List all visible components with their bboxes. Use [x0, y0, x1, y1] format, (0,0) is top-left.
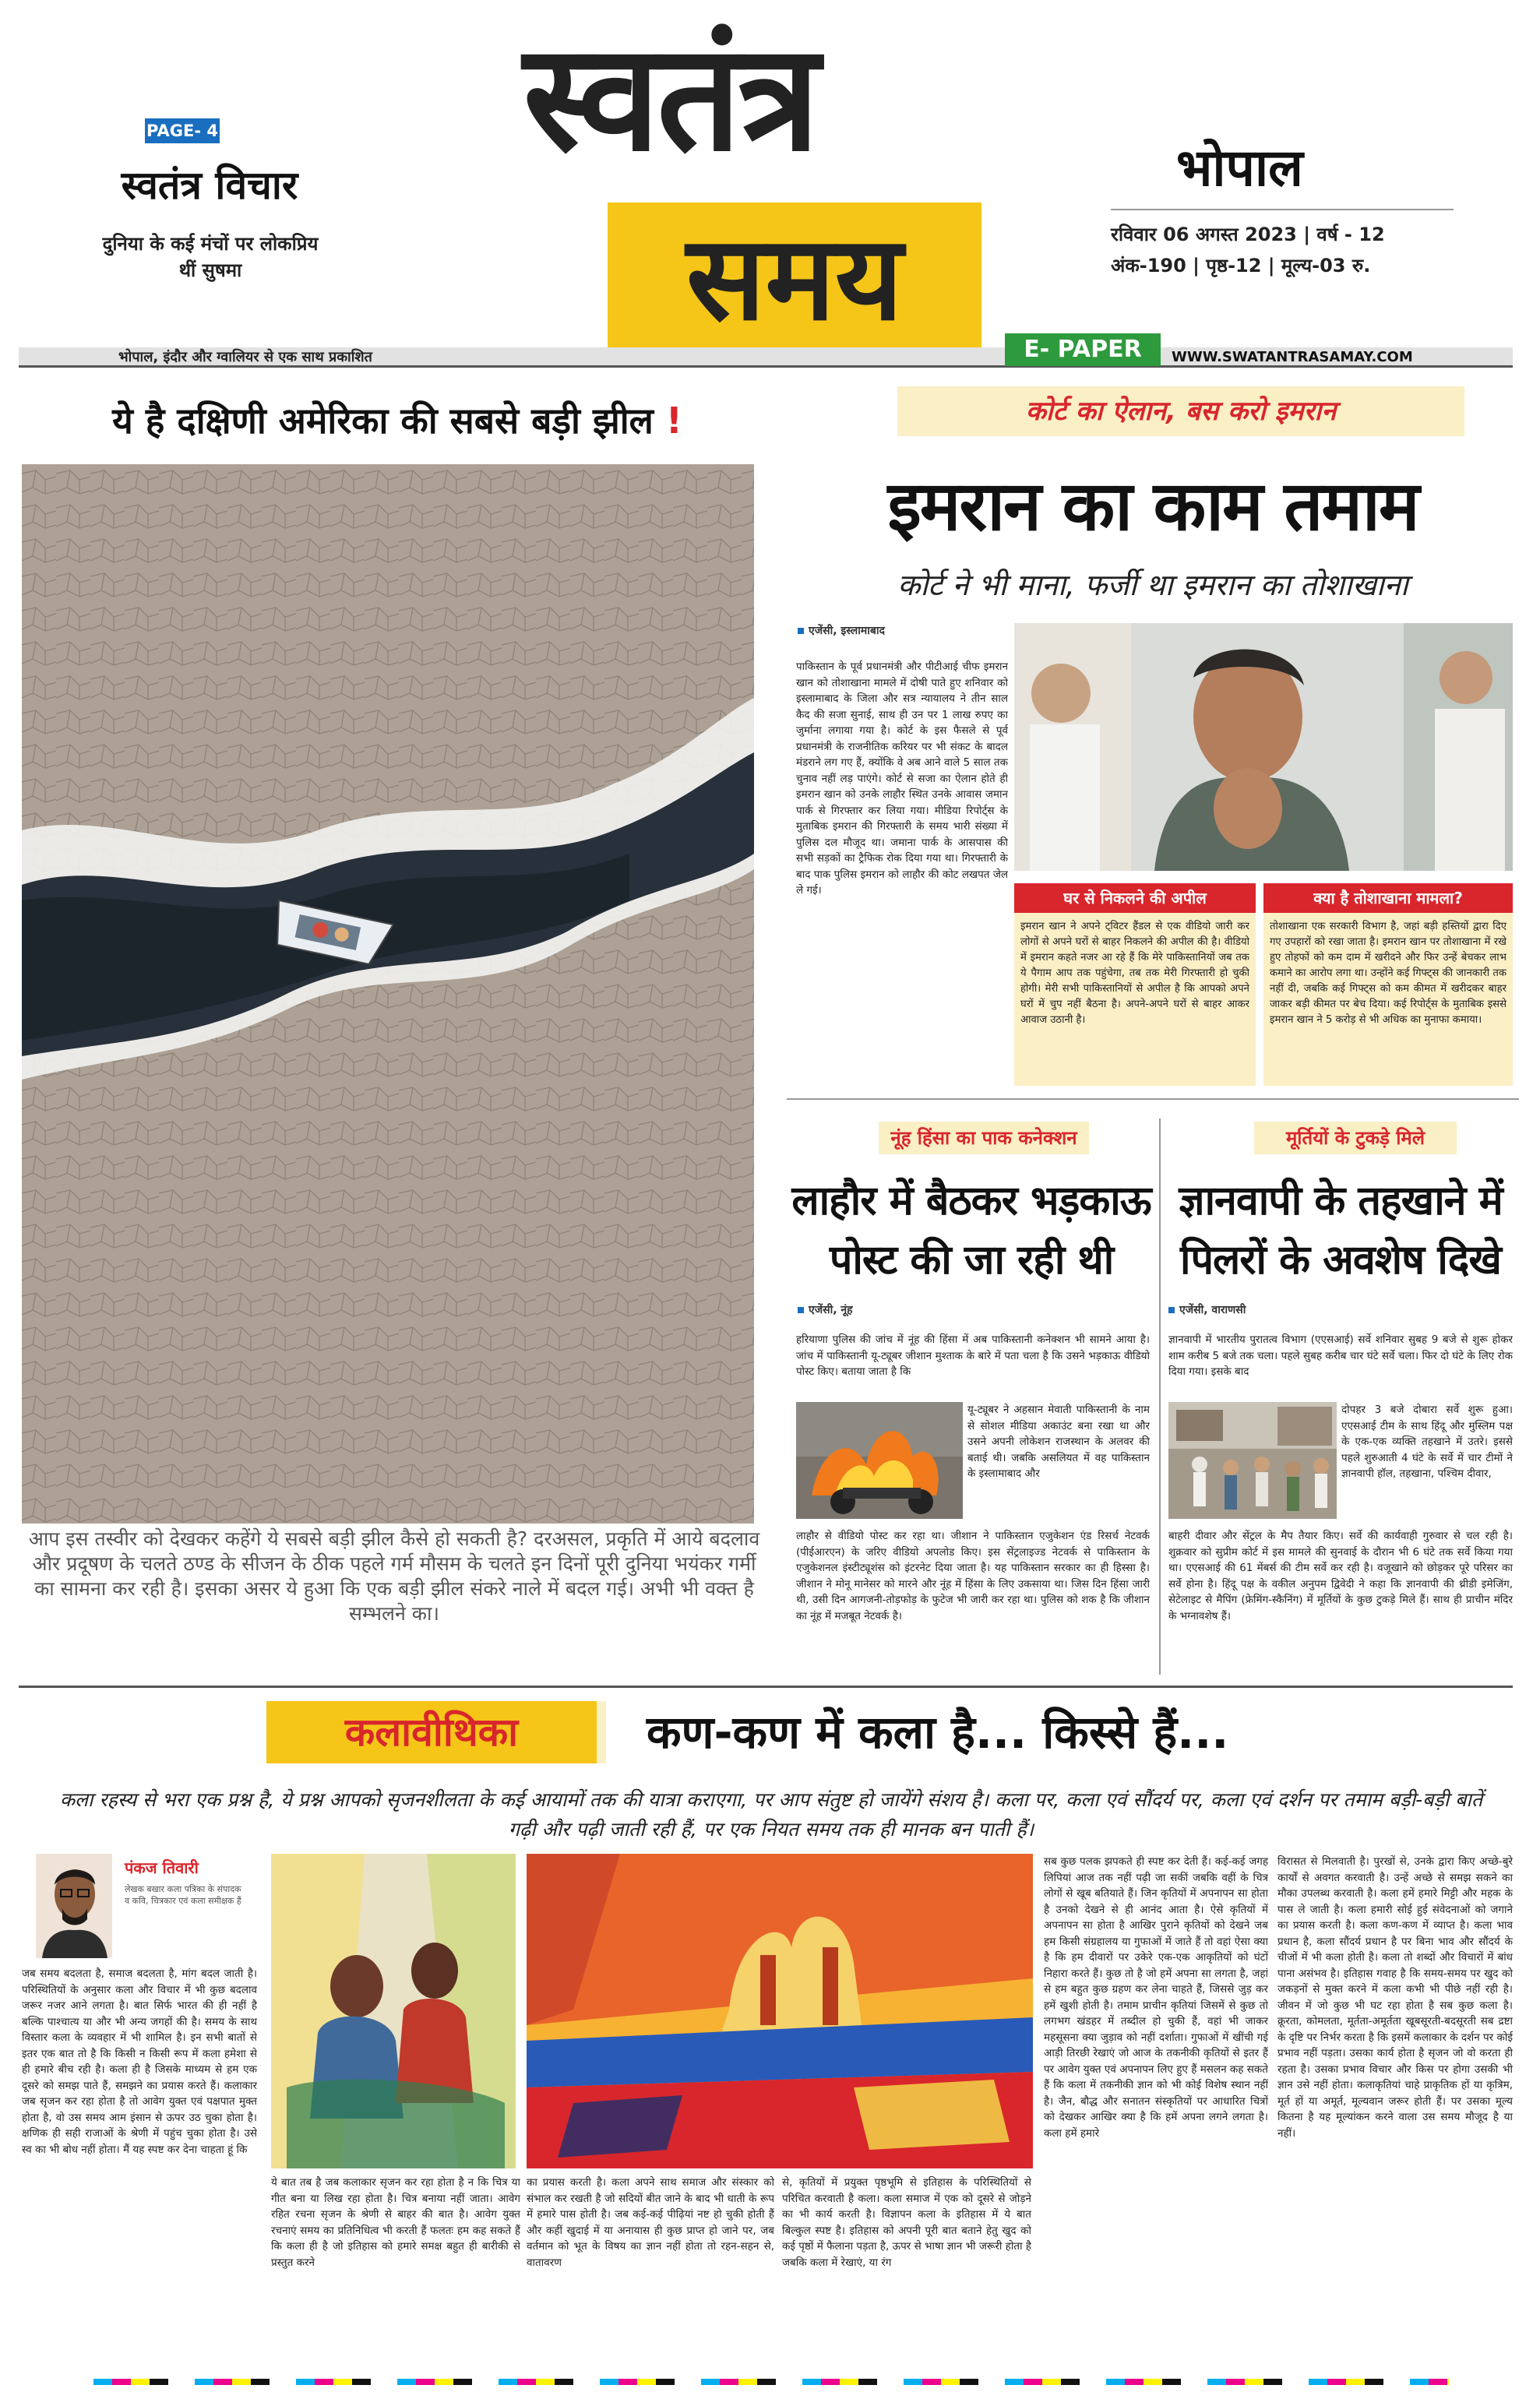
promo-text[interactable]: दुनिया के कई मंचों पर लोकप्रिय थीं सुषमा [102, 233, 319, 281]
lake-caption: आप इस तस्वीर को देखकर कहेंगे ये सबसे बड़ी झील कैसे हो सकती है? दरअसल, प्रकृति में आये बदलाव और प्रदूषण के चलते ठण्ड के सीजन के ठीक पहले गर्म मौसम के चलते इन दिनों पूरी दुनिया भयंकर गर्मी का सामना कर रही है। इसका असर ये हुआ कि एक बड़ी झील संकरे नाले में बदल गई। अभी भी वक्त है सम्भलने का। [28, 1527, 760, 1625]
print-registration-bar [93, 2379, 1449, 2385]
lake-photo [22, 464, 754, 1524]
art-col-6: विरासत से मिलवाती है। पुरखों से, उनके द्वारा किए अच्छे-बुरे कार्यों से अवगत करवाती है। उन्हें अच्छे से समझ सकने का मौका उपलब्ध करवाती है। कला हमें हमारे मिट्टी और महक के पास ले जाती है। कला हमारी सोई हुई संवेदनाओं को जगाने का प्रयास करती है। कला कण-कण में व्याप्त है। कला भाव प्रधान है, कला सौंदर्य प्रधान है पर बिना भाव और सौंदर्य के चीजों में भी कला होती है। कला तो शब्दों और विचारों में बांध पाना असंभव है। इतिहास गवाह है कि समय-समय पर खुद को जकड़नों से मुक्त करने में कला कभी भी पीछे नहीं रही है। जीवन में जो कुछ भी घट रहा होता है सब कुछ कला है। क्रूरता, कोमलता, मूर्तता-अमूर्तता खूबसूरती-बदसूरती सब द्रष्टा के दृष्टि पर निर्भर करता है कि इसमें कलाकार के दर्शन पर कोई प्रभाव नहीं पड़ता। उसका कार्य होता है सृजन जो वो करता ही रहता है। उसका प्रभाव विचार और किस पर होगा उसकी भी ज्ञान उसे नहीं होता। कलाकृतियां चाहे प्राकृतिक हों या कृत्रिम, मूर्त हों या अमूर्त, मूल्यवान जरूर होती हैं। पर उसका मूल्य कितना है यह मूल्यांकन करने वाला उस समय मौजूद है या नहीं। [1277, 1855, 1513, 2140]
painting-city-image [527, 1854, 1033, 2168]
gyanvapi-body-bottom: बाहरी दीवार और सेंट्रल के मैप तैयार किए। सर्वे की कार्यवाही गुरुवार से चल रही है। शुक्रवार को सुप्रीम कोर्ट में इस मामले की सुनवाई के दौरान भी 6 घंटे तक सर्वे किया गया था। एएसआई की 61 मेंबर्स की टीम सर्वे कर रही है। वजूखाने को छोड़कर पूरे परिसर का सर्वे होना है। हिंदू पक्ष के वकील अनुपम द्विवेदी ने कहा कि ज्ञानवापी की थ्रीडी इमेजिंग, सेटेलाइट से मैपिंग (फ्रेमिंग-स्कैनिंग) में मूर्तियों के कुछ टुकड़े मिले हैं। साथ ही प्राचीन मंदिर के भग्नावशेष हैं। [1168, 1530, 1513, 1622]
column-divider [1159, 1118, 1161, 1675]
gyanvapi-kicker: मूर्तियों के टुकड़े मिले [1254, 1122, 1457, 1154]
nuh-headline-1: लाहौर में बैठकर भड़काऊ [791, 1177, 1151, 1224]
byline-marker [1168, 1307, 1175, 1313]
nuh-byline [798, 1302, 969, 1317]
art-col-3: का प्रयास करती है। कला अपने साथ समाज और संस्कार को संभाल कर रखती है जो सदियों बीत जाने के बाद भी धाती के रूप में हमारे पास होती है। जब कई-कई पीढ़ियां नष्ट हो चुकी होती हैं और कहीं खुदाई में या अनायास ही कुछ प्राप्त हो जाने पर, जब वर्तमान को भूत के विषय का ज्ञान नहीं होता तो रहन-सहन से, वातावरण [527, 2176, 774, 2269]
imran-khan-image [1014, 623, 1513, 871]
imran-byline-text: एजेंसी, इस्लामाबाद [809, 625, 885, 637]
section-divider [19, 1686, 1513, 1688]
imran-box2-body: तोशाखाना एक सरकारी विभाग है, जहां बड़ी हस्तियों द्वारा दिए गए उपहारों को रखा जाता है। इमरान खान पर तोशाखाना में रखे हुए तोहफों को कम दाम में खरीदने और फिर उन्हें बेचकर लाभ कमाने का आरोप लगा था। उन्होंने कई गिफ्ट्स की जानकारी तक नहीं दी, जबकि कई गिफ्ट्स को कम कीमत में खरीदकर बाहर जाकर बड़ी कीमत पर बेच दिया। कई रिपोर्ट्स के मुताबिक इससे इमरान खान ने 5 करोड़ से भी अधिक का मुनाफा कमाया। [1270, 921, 1507, 1026]
logo-title-bottom: समय [685, 210, 904, 347]
gyanvapi-body-top: ज्ञानवापी में भारतीय पुरातत्व विभाग (एएसआई) सर्वे शनिवार सुबह 9 बजे से शुरू होकर शाम करीब 5 बजे तक चला। पहले सुबह करीब चार घंटे सर्वे चला। फिर दो घंटे के लिए रोक दिया गया। इसके बाद [1168, 1333, 1513, 1378]
painting-city [527, 1854, 1033, 2168]
imran-subhead: कोर्ट ने भी माना, फर्जी था इमरान का तोशाखाना [897, 568, 1408, 602]
art-intro: कला रहस्य से भरा एक प्रश्न है, ये प्रश्न आपको सृजनशीलता के कई आयामों तक की यात्रा कराएगा, पर आप संतुष्ट हो जायेंगे संशय है। कला पर, कला एवं सौंदर्य पर, कला एवं दर्शन पर तमाम बड़ी-बड़ी बातें गढ़ी और पढ़ी जाती रही हैं, पर एक नियत समय तक ही मानक बन पाती हैं। [59, 1788, 1483, 1841]
gyanvapi-headline-1: ज्ञानवापी के तहखाने में [1179, 1177, 1503, 1224]
section-title: स्वतंत्र विचार [121, 162, 298, 208]
imran-headline: इमरान का काम तमाम [887, 465, 1418, 546]
gyanvapi-survey-image [1168, 1402, 1337, 1519]
published-cities: भोपाल, इंदौर और ग्वालियर से एक साथ प्रकाशित [118, 349, 372, 365]
page-badge: PAGE- 4 [145, 118, 220, 143]
lake-headline [39, 396, 756, 444]
author-bio: लेखक बखार कला पत्रिका के संपादक व कवि, चित्रकार एवं कला समीक्षक हैं [125, 1884, 241, 1906]
burning-vehicle-image [796, 1402, 963, 1519]
author-photo [36, 1854, 112, 1958]
art-col-4: से, कृतियों में प्रयुक्त पृष्ठभूमि से इतिहास के परिस्थितियों से परिचित करवाती है कला। कला समाज में एक को दूसरे से जोड़ने का भी कार्य करती है। विज्ञापन कला के इतिहास में ये बात बिल्कुल स्पष्ट है। इतिहास को अपनी पूरी बात बताने हेतु खुद को कई पृष्ठों में फैलाना पड़ता है, ऊपर से भाषा ज्ञान भी जरूरी होता है जबकि कला में रेखाएं, या रंग [782, 2176, 1031, 2269]
nuh-body-bottom: लाहौर से वीडियो पोस्ट कर रहा था। जीशान ने पाकिस्तान एजुकेशन एंड रिसर्च नेटवर्क (पीईआरएन) के जरिए वीडियो अपलोड किए। इस सेंट्रलाइज्ड नेटवर्क से पाकिस्तान के एजुकेशनल इंस्टीट्यूशंस को इंटरनेट दिया जाता है। यह पाकिस्तान सरकार का ही हिस्सा है। जीशान ने मोनू मानेसर को मारने और नूंह में हिंसा के लिए उकसाया था। जिस दिन हिंसा जारी थी, उसी दिन आगजनी-तोड़फोड़ के फुटेज भी जारी कर रहा था। पुलिस को शक है कि जीशान का नूंह में मजबूत नेटवर्क है। [796, 1530, 1150, 1622]
nuh-headline-2: पोस्ट की जा रही थी [829, 1236, 1114, 1284]
imran-photo [1014, 623, 1513, 871]
dateline-rule [1111, 209, 1454, 210]
imran-body: पाकिस्तान के पूर्व प्रधानमंत्री और पीटीआई चीफ इमरान खान को तोशाखाना मामले में दोषी पाते हुए शनिवार को इस्लामाबाद के जिला और सत्र न्यायालय ने तीन साल कैद की सजा सुनाई, साथ ही उन पर 1 लाख रुपए का जुर्माना लगाया गया है। कोर्ट के इस फैसले से पूर्व प्रधानमंत्री के राजनीतिक करियर पर भी संकट के बादल मंडराने लग गए हैं, क्योंकि वे अब आने वाले 5 साल तक चुनाव नहीं लड़ पाएंगे। कोर्ट से सजा का ऐलान होते ही इमरान खान को उनके लाहौर स्थित उनके आवास जमान पार्क से गिरफ्तार कर लिया गया। मीडिया रिपोर्ट्स के मुताबिक इमरान की गिरफ्तारी के समय भारी संख्या में पुलिस दल मौजूद था। जमाना पार्क के आसपास की सभी सड़कों का ट्रैफिक रोक दिया गया था। गिरफ्तारी के बाद पाक पुलिस इमरान को लाहौर की कोट लखपत जेल ले गई। [796, 661, 1008, 897]
lake-aerial-image [22, 464, 754, 1524]
gyanvapi-body-side: दोपहर 3 बजे दोबारा सर्वे शुरू हुआ। एएसआई टीम के साथ हिंदू और मुस्लिम पक्ष के एक-एक व्यक्ति तहखाने में उतरे। इससे पहले शुरुआती 4 घंटे के सर्वे में चार टीमों ने ज्ञानवापी हॉल, तहखाना, पश्चिम दीवार, [1341, 1404, 1513, 1480]
nuh-photo [796, 1402, 963, 1519]
art-col-1: जब समय बदलता है, समाज बदलता है, मांग बदल जाती है। परिस्थितियों के अनुसार कला और विचार में भी कुछ बदलाव जरूर नजर आने लगता है। बात सिर्फ भारत की ही नहीं है बल्कि पाश्चात्य या और भी अन्य जगहों की है। समय के साथ विस्तार कला के व्यवहार में भी शामिल है। इन सभी बातों से इतर एक बात तो है कि किसी न किसी रूप में कला हमेशा से ही हमारे बीच रही है। कला ही है जिसके माध्यम से हम एक दूसरे को समझ पाते हैं, समझने का प्रयास करते हैं। कलाकार जब सृजन कर रहा होता है तो आवेग युक्त एवं पक्षपात मुक्त होता है, वो उस समय आम इंसान से ऊपर उठ चुका होता है। क्षणिक ही सही राजाओं के श्रेणी में पहुंच चुका होता है। उसे स्व का भी बोध नहीं होता। मैं यह स्पष्ट कर देना चाहता हूं कि [22, 1967, 257, 2156]
epaper-badge[interactable]: E- PAPER [1005, 333, 1161, 366]
avatar [36, 1854, 112, 1958]
nuh-kicker: नूंह हिंसा का पाक कनेक्शन [879, 1122, 1089, 1154]
art-label: कलावीथिका [266, 1701, 606, 1763]
website-link[interactable]: WWW.SWATANTRASAMAY.COM [1172, 349, 1413, 365]
art-headline: कण-कण में कला है... किस्से हैं... [647, 1706, 1229, 1759]
lake-headline-text: ये है दक्षिणी अमेरिका की सबसे बड़ी झील [112, 400, 654, 442]
byline-marker [798, 628, 804, 634]
nuh-byline-text: एजेंसी, नूंह [809, 1304, 853, 1316]
dateline-1: रविवार 06 अगस्त 2023 | वर्ष - 12 [1111, 224, 1385, 245]
author-name: पंकज तिवारी [125, 1858, 199, 1877]
gyanvapi-headline-2: पिलरों के अवशेष दिखे [1180, 1236, 1501, 1284]
dateline-2: अंक-190 | पृष्ठ-12 | मूल्य-03 रु. [1111, 255, 1371, 277]
lake-headline-exclaim: ! [665, 400, 682, 442]
gyanvapi-byline-text: एजेंसी, वाराणसी [1179, 1304, 1246, 1316]
art-col-2: ये बात तब है जब कलाकार सृजन कर रहा होता है न कि चित्र या गीत बना या लिख रहा होता है। चित्र बनाया नहीं जाता। आवेग रहित रचना सृजन के श्रेणी से बाहर की बात है। आवेग युक्त रचनाएं समय का प्रतिनिधित्व भी करती हैं फलतः हम कह सकते हैं कि कला ही है जो इतिहास को हमारे समक्ष बहुत ही बारीकी से प्रस्तुत करने [271, 2176, 520, 2269]
nuh-body-top: हरियाणा पुलिस की जांच में नूंह की हिंसा में अब पाकिस्तानी कनेक्शन भी सामने आया है। जांच में पाकिस्तानी यू-ट्यूबर जीशान मुश्ताक के बारे में पता चला है कि उसने भड़काऊ वीडियो पोस्ट किए। बताया जाता है कि [796, 1333, 1150, 1378]
gyanvapi-photo [1168, 1402, 1337, 1519]
imran-box1-body: इमरान खान ने अपने ट्विटर हैंडल से एक वीडियो जारी कर लोगों से अपने घरों से बाहर निकलने की अपील की है। वीडियो में इमरान कहते नजर आ रहे हैं कि मेरे पाकिस्तानियों जब तक ये पैगाम आप तक पहुंचेगा, तब तक मेरी गिरफ्तारी हो चुकी होगी। मेरी सभी पाकिस्तानियों से अपील है कि आपको अपने घरों में चुप नहीं बैठना है। अपने-अपने घरों से बाहर आकर आवाज उठानी है। [1020, 921, 1249, 1026]
logo-title-top: स्वतंत्र [523, 10, 817, 184]
imran-box1-title: घर से निकलने की अपील [1014, 883, 1256, 913]
painting-women [271, 1854, 516, 2168]
imran-box2-title: क्या है तोशाखाना मामला? [1263, 883, 1513, 913]
painting-women-image [271, 1854, 516, 2168]
gyanvapi-byline [1168, 1302, 1355, 1317]
art-col-5: सब कुछ पलक झपकते ही स्पष्ट कर देती हैं। कई-कई जगह लिपियां आज तक नहीं पढ़ी जा सकीं जबकि वहीं के चित्र लोगों से खूब बतियाते हैं। जिन कृतियों में अपनापन सा होता है उनको देखने से ही आनंद आता है। ऐसे कृतियों में अपनापन सा होता है आखिर पुराने कृतियों को देखने जब हम किसी संग्रहालय या गुफाओं में जाते हैं तो वहां ऐसा क्या है कि हम दीवारों पर उकेरे एक-एक आकृतियों को घंटों निहारा करते हैं। कुछ तो है जो हमें अपना सा लगता है, जहां से हम बहुत कुछ ग्रहण कर लेना चाहते हैं, जिससे जुड़ कर हमें खुशी होती है। तमाम प्राचीन कृतियां जिसमें से कुछ तो लगभग खंडहर में तब्दील हो चुकी हैं, वहां भी जाकर महसूसना क्या जुड़ाव को नहीं दर्शाता। गुफाओं में खींची गई आड़ी तिरछी रेखाएं जो आज के तकनीकी कृतियों से इतर हैं पर आवेग युक्त एवं अपनापन लिए हुए हैं मसलन कह सकते हैं कि कला में तकनीकी ज्ञान को भी कोई विशेष स्थान नहीं है। जैन, बौद्ध और सनातन संस्कृतियों पर आधारित चित्रों को देखकर आखिर क्या है कि हमें अपना लगने लगता है। कला हमें हमारे [1044, 1855, 1268, 2140]
imran-kicker: कोर्ट का ऐलान, बस करो इमरान [1025, 396, 1337, 427]
imran-bottom-rule [787, 1098, 1519, 1100]
imran-byline [798, 623, 1000, 638]
city-name: भोपाल [1176, 137, 1303, 198]
nuh-body-side: यू-ट्यूबर ने अहसान मेवाती पाकिस्तानी के नाम से सोशल मीडिया अकाउंट बना रखा था और उसने अपनी लोकेशन राजस्थान के अलवर की बताई थी। जबकि असलियत में वह पाकिस्तान के इस्लामाबाद और [967, 1404, 1150, 1480]
byline-marker [798, 1307, 804, 1313]
